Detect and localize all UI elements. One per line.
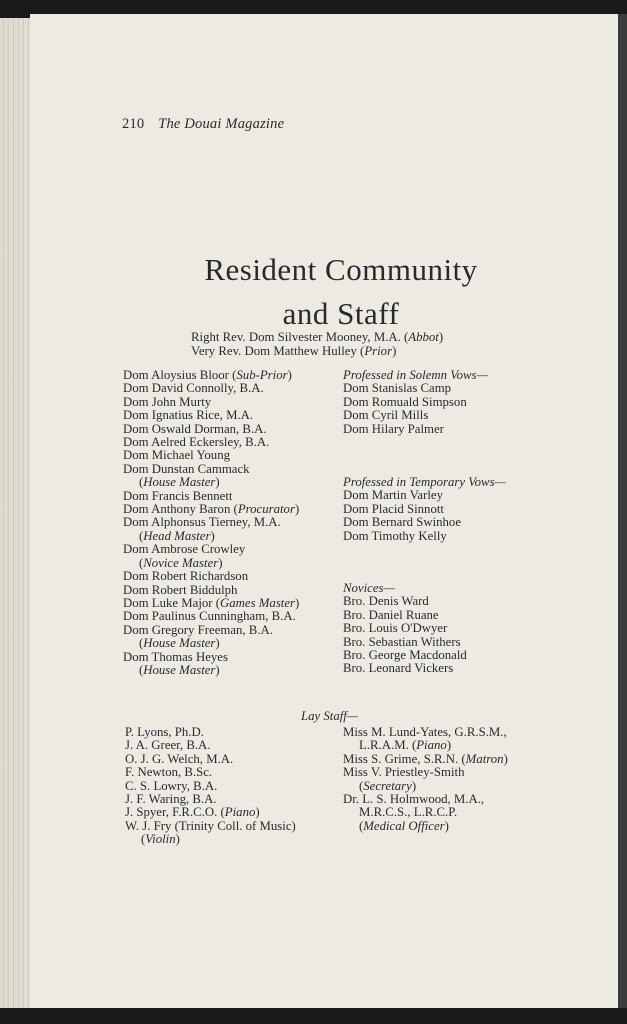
entry-text: ( bbox=[139, 528, 144, 543]
professed-member bbox=[343, 516, 506, 529]
entry-text: Dom Ignatius Rice, M.A. bbox=[123, 408, 254, 423]
entry-text: Dom Aloysius Bloor ( bbox=[123, 368, 237, 382]
entry-text: Dom David Connolly, B.A. bbox=[123, 381, 264, 396]
entry-text: Miss M. Lund-Yates, G.R.S.M., bbox=[343, 725, 507, 739]
professed-member bbox=[343, 396, 488, 409]
entry-text: Miss V. Priestley-Smith bbox=[343, 765, 465, 780]
page-number: 210 bbox=[122, 116, 145, 132]
entry-role: Piano bbox=[224, 805, 256, 820]
entry-text: Very Rev. Dom Matthew Hulley ( bbox=[191, 343, 365, 358]
entry-text: J. F. Waring, B.A. bbox=[125, 792, 217, 807]
entry-text: ( bbox=[359, 778, 364, 793]
entry-text: Dom Aelred Eckersley, B.A. bbox=[123, 435, 270, 450]
entry-text: C. S. Lowry, B.A. bbox=[125, 778, 218, 793]
community-member bbox=[123, 516, 299, 529]
entry-role: Games Master bbox=[220, 595, 296, 610]
entry-text: Dom Ambrose Crowley bbox=[123, 542, 246, 557]
entry-text: Dr. L. S. Holmwood, M.A., bbox=[343, 792, 485, 807]
solemn-vows-section bbox=[343, 369, 488, 436]
entry-text: ( bbox=[359, 818, 364, 833]
community-member bbox=[123, 597, 299, 610]
entry-text: ( bbox=[139, 475, 144, 490]
lay-staff-member bbox=[343, 820, 508, 833]
lay-staff-member bbox=[125, 753, 296, 766]
lay-staff-member bbox=[343, 753, 508, 766]
entry-role: House Master bbox=[143, 636, 216, 651]
professed-member bbox=[343, 423, 488, 436]
magazine-title: The Douai Magazine bbox=[158, 116, 285, 132]
entry-role: Matron bbox=[465, 751, 504, 766]
community-member bbox=[123, 530, 299, 543]
entry-text: Dom Hilary Palmer bbox=[343, 421, 444, 436]
novices-section bbox=[343, 582, 467, 676]
community-member bbox=[123, 369, 299, 382]
entry-text: ( bbox=[139, 662, 144, 677]
entry-close: ) bbox=[438, 330, 444, 344]
page-title-line-2: and Staff bbox=[282, 296, 400, 331]
professed-member bbox=[343, 530, 506, 543]
entry-text: Dom John Murty bbox=[123, 394, 212, 409]
page-title-line-1: Resident Community bbox=[204, 252, 478, 287]
community-member bbox=[123, 543, 299, 556]
entry-close: ) bbox=[215, 662, 220, 677]
lay-staff-member bbox=[343, 766, 508, 779]
entry-close: ) bbox=[294, 502, 300, 517]
professed-member bbox=[343, 489, 506, 502]
entry-text: Dom Placid Sinnott bbox=[343, 501, 444, 516]
community-member bbox=[123, 651, 299, 664]
entry-role: Procurator bbox=[237, 502, 295, 517]
community-member bbox=[123, 396, 299, 409]
entry-text: Dom Gregory Freeman, B.A. bbox=[123, 622, 273, 637]
temporary-vows-section bbox=[343, 476, 506, 543]
lay-staff-member bbox=[343, 780, 508, 793]
superior-entry bbox=[191, 331, 443, 345]
entry-text: Dom Thomas Heyes bbox=[123, 649, 228, 664]
lay-staff-member bbox=[125, 739, 296, 752]
novice-member bbox=[343, 622, 467, 635]
entry-role: Piano bbox=[416, 738, 447, 753]
entry-close: ) bbox=[444, 818, 449, 833]
entry-text: Dom Cyril Mills bbox=[343, 408, 429, 423]
community-member bbox=[123, 490, 299, 503]
superior-entry bbox=[191, 345, 443, 359]
community-member bbox=[123, 570, 299, 583]
lay-staff-member bbox=[125, 780, 296, 793]
professed-member bbox=[343, 503, 506, 516]
entry-text: W. J. Fry (Trinity Coll. of Music) bbox=[125, 818, 296, 833]
section-heading: Professed in Temporary Vows— bbox=[343, 475, 506, 489]
lay-staff-member bbox=[343, 793, 508, 806]
novice-member bbox=[343, 649, 467, 662]
community-member bbox=[123, 463, 299, 476]
community-member bbox=[123, 610, 299, 623]
community-member bbox=[123, 503, 299, 516]
entry-text: Bro. Sebastian Withers bbox=[343, 634, 461, 649]
lay-staff-member bbox=[125, 766, 296, 779]
entry-text: Right Rev. Dom Silvester Mooney, M.A. ( bbox=[191, 330, 409, 344]
entry-close: ) bbox=[218, 555, 223, 570]
section-heading: Professed in Solemn Vows— bbox=[343, 368, 488, 382]
entry-close: ) bbox=[392, 343, 397, 358]
entry-text: P. Lyons, Ph.D. bbox=[125, 725, 204, 739]
entry-close: ) bbox=[446, 738, 452, 753]
community-member bbox=[123, 436, 299, 449]
lay-staff-member bbox=[125, 820, 296, 833]
book-spine-edge bbox=[618, 14, 627, 1008]
lay-staff-member bbox=[125, 806, 296, 819]
entry-role: Sub-Prior bbox=[236, 368, 288, 382]
community-member bbox=[123, 624, 299, 637]
entry-role: Violin bbox=[145, 832, 176, 847]
novice-member bbox=[343, 609, 467, 622]
entry-text: Dom Francis Bennett bbox=[123, 488, 233, 503]
lay-staff-right-column bbox=[343, 726, 508, 833]
entry-text: Dom Anthony Baron ( bbox=[123, 502, 238, 517]
entry-text: Bro. Louis O'Dwyer bbox=[343, 621, 448, 636]
entry-text: M.R.C.S., L.R.C.P. bbox=[359, 805, 458, 820]
entry-text: Dom Paulinus Cunningham, B.A. bbox=[123, 609, 296, 624]
novice-member bbox=[343, 662, 467, 675]
community-member bbox=[123, 423, 299, 436]
novice-member bbox=[343, 595, 467, 608]
entry-role: Abbot bbox=[408, 330, 439, 344]
lay-staff-member bbox=[343, 739, 508, 752]
professed-member bbox=[343, 382, 488, 395]
entry-text: J. Spyer, F.R.C.O. ( bbox=[125, 805, 225, 820]
community-member bbox=[123, 476, 299, 489]
community-member bbox=[123, 409, 299, 422]
entry-role: Medical Officer bbox=[363, 818, 445, 833]
entry-text: Dom Stanislas Camp bbox=[343, 381, 452, 396]
entry-role: House Master bbox=[143, 662, 216, 677]
entry-text: Dom Michael Young bbox=[123, 448, 230, 463]
professed-member bbox=[343, 409, 488, 422]
entry-text: Bro. Denis Ward bbox=[343, 594, 429, 609]
entry-text: Bro. Leonard Vickers bbox=[343, 661, 454, 676]
entry-close: ) bbox=[295, 595, 300, 610]
entry-text: Dom Bernard Swinhoe bbox=[343, 515, 461, 530]
entry-text: Bro. Daniel Ruane bbox=[343, 607, 439, 622]
entry-text: Dom Dunstan Cammack bbox=[123, 461, 250, 476]
lay-staff-member bbox=[125, 833, 296, 846]
page-edge-stack bbox=[0, 18, 34, 1008]
entry-text: ( bbox=[139, 555, 144, 570]
entry-text: Dom Martin Varley bbox=[343, 488, 443, 503]
entry-role: House Master bbox=[143, 475, 216, 490]
novice-member bbox=[343, 636, 467, 649]
entry-text: O. J. G. Welch, M.A. bbox=[125, 751, 234, 766]
community-member bbox=[123, 664, 299, 677]
lay-staff-heading: Lay Staff— bbox=[301, 709, 359, 723]
entry-text: Dom Robert Richardson bbox=[123, 569, 249, 584]
abbot-prior-block bbox=[191, 331, 443, 358]
entry-close: ) bbox=[255, 805, 260, 820]
lay-staff-member bbox=[343, 726, 508, 739]
entry-text: Dom Oswald Dorman, B.A. bbox=[123, 421, 267, 436]
lay-staff-member bbox=[125, 793, 296, 806]
entry-text: Dom Luke Major ( bbox=[123, 595, 221, 610]
entry-close: ) bbox=[175, 832, 180, 847]
entry-role: Head Master bbox=[143, 528, 211, 543]
section-heading: Novices— bbox=[343, 581, 395, 595]
entry-text: Dom Romuald Simpson bbox=[343, 394, 467, 409]
community-member bbox=[123, 382, 299, 395]
community-left-column bbox=[123, 369, 299, 677]
entry-text: J. A. Greer, B.A. bbox=[125, 738, 211, 753]
entry-text: Dom Timothy Kelly bbox=[343, 528, 447, 543]
entry-close: ) bbox=[287, 368, 292, 382]
lay-staff-member bbox=[343, 806, 508, 819]
book-page bbox=[30, 14, 620, 1008]
running-header bbox=[122, 116, 284, 133]
entry-text: Bro. George Macdonald bbox=[343, 648, 467, 663]
community-member bbox=[123, 557, 299, 570]
entry-close: ) bbox=[215, 636, 220, 651]
community-member bbox=[123, 449, 299, 462]
entry-text: Dom Alphonsus Tierney, M.A. bbox=[123, 515, 281, 530]
entry-close: ) bbox=[503, 751, 508, 766]
entry-role: Secretary bbox=[363, 778, 412, 793]
lay-staff-member bbox=[125, 726, 296, 739]
entry-text: Miss S. Grime, S.R.N. ( bbox=[343, 751, 466, 766]
entry-role: Prior bbox=[364, 343, 393, 358]
entry-text: L.R.A.M. ( bbox=[359, 738, 417, 753]
community-member bbox=[123, 637, 299, 650]
entry-close: ) bbox=[215, 475, 220, 490]
lay-staff-left-column bbox=[125, 726, 296, 847]
entry-text: Dom Robert Biddulph bbox=[123, 582, 238, 597]
entry-role: Novice Master bbox=[143, 555, 219, 570]
entry-text: ( bbox=[139, 636, 144, 651]
entry-close: ) bbox=[210, 528, 215, 543]
community-member bbox=[123, 584, 299, 597]
entry-text: ( bbox=[141, 832, 146, 847]
entry-text: F. Newton, B.Sc. bbox=[125, 765, 213, 780]
entry-close: ) bbox=[411, 778, 417, 793]
